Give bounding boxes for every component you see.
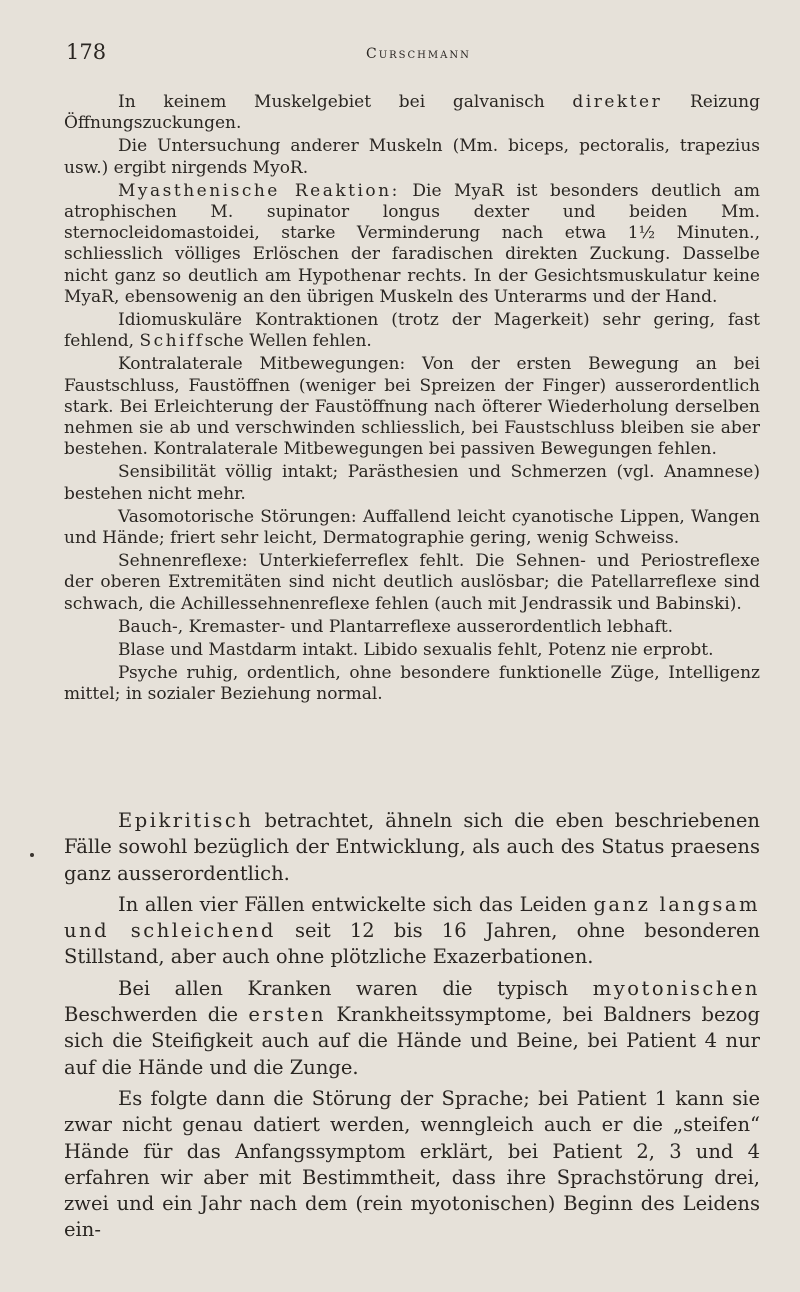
paragraph-bladder: Blase und Mastdarm intakt. Libido sexualis fehlt, Potenz nie erprobt. xyxy=(118,640,714,661)
paragraph-galvanic: In keinem Muskelgebiet bei galvanisch direkter Reizung Öffnungszuckungen. xyxy=(64,92,760,134)
paragraph-idiomuscular: Idiomuskuläre Kontraktionen (trotz der Magerkeit) sehr gering, fast fehlend, Schiffsche Wellen fehlen. xyxy=(64,310,760,352)
paragraph-epicritic: Epikritisch betrachtet, ähneln sich die eben beschriebenen Fälle sowohl bezüglich der Entwicklung, als auch des Status praesens ganz ausserordentlich. xyxy=(64,809,760,885)
page-number: 178 xyxy=(66,40,107,64)
paragraph-vasomotor: Vasomotorische Störungen: Auffallend leicht cyanotische Lippen, Wangen und Hände; friert sehr leicht, Dermatographie gering, wenig Schweiss. xyxy=(64,506,760,549)
margin-dot xyxy=(30,853,34,857)
paragraph-tendon-reflexes: Sehnenreflexe: Unterkieferreflex fehlt. Die Sehnen- und Periostreflexe der oberen Extremitäten sind nicht deutlich auslösbar; die Patellarreflexe sind schwach, die Achillessehnenreflexe fehlen (auch mit Jendrassik und Babinski). xyxy=(64,551,760,614)
case-findings xyxy=(64,92,760,706)
paragraph-other-muscles: Die Untersuchung anderer Muskeln (Mm. biceps, pectoralis, trapezius usw.) ergibt nirgends MyoR. xyxy=(64,136,760,178)
paragraph-myasthenic-reaction: Myasthenische Reaktion: Die MyaR ist besonders deutlich am atrophischen M. supinator longus dexter und beiden Mm. sternocleidomastoidei, starke Verminderung nach etwa 1½ Minuten., schliesslich völliges Erlöschen der faradischen direkten Zuckung. Dasselbe nicht ganz so deutlich am Hypothenar rechts. In der Gesichtsmuskulatur keine MyaR, ebensowenig an den übrigen Muskeln des Unterarms und der Hand. xyxy=(64,180,760,307)
paragraph-sensibility: Sensibilität völlig intakt; Parästhesien und Schmerzen (vgl. Anamnese) bestehen nicht mehr. xyxy=(64,462,760,504)
paragraph-speech-disorder: Es folgte dann die Störung der Sprache; bei Patient 1 kann sie zwar nicht genau datiert werden, wenngleich auch er die „steifen“ Hände für das Anfangssymptom erklärt, bei Patient 2, 3 und 4 erfahren wir aber mit Bestimmtheit, dass ihre Sprachstörung drei, zwei und ein Jahr nach dem (rein myotonischen) Beginn des Leidens ein- xyxy=(64,1086,760,1242)
paragraph-development: In allen vier Fällen entwickelte sich das Leiden ganz langsam und schleichend seit 12 bis 16 Jahren, ohne besonderen Stillstand, aber auch ohne plötzliche Exazerbationen. xyxy=(64,892,760,969)
paragraph-first-symptoms: Bei allen Kranken waren die typisch myotonischen Beschwerden die ersten Krankheitssymptome, bei Baldners bezog sich die Steifigkeit auch auf die Hände und Beine, bei Patient 4 nur auf die Hände und die Zunge. xyxy=(64,976,760,1079)
page-header xyxy=(66,40,760,76)
paragraph-contralateral: Kontralaterale Mitbewegungen: Von der ersten Bewegung an bei Faustschluss, Faustöffnen (weniger bei Spreizen der Finger) ausserordentlich stark. Bei Erleichterung der Faustöffnung nach öfterer Wiederholung derselben nehmen sie ab und verschwinden schliesslich, bei Faustschluss bleiben sie aber bestehen. Kontralaterale Mitbewegungen bei passiven Bewegungen fehlen. xyxy=(64,354,760,460)
paragraph-psyche: Psyche ruhig, ordentlich, ohne besondere funktionelle Züge, Intelligenz mittel; in sozialer Beziehung normal. xyxy=(64,663,760,705)
running-head: Curschmann xyxy=(366,46,471,62)
paragraph-abdominal-reflexes: Bauch-, Kremaster- und Plantarreflexe ausserordentlich lebhaft. xyxy=(118,616,674,637)
epicrisis xyxy=(64,808,760,1244)
